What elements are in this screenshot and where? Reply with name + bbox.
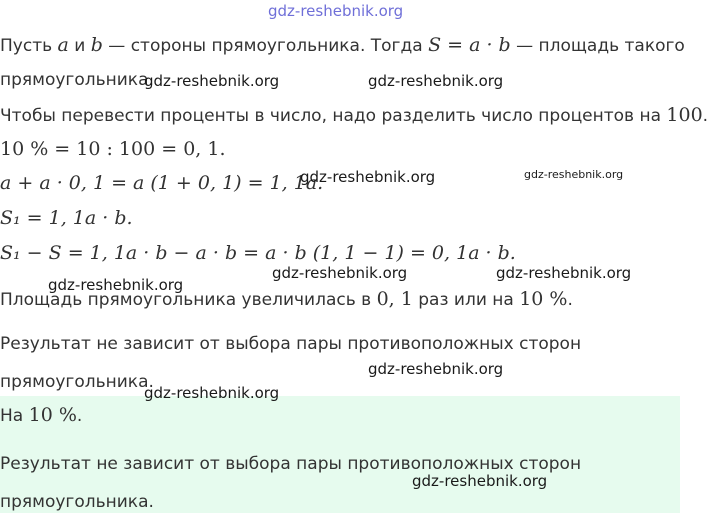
watermark: gdz-reshebnik.org (144, 384, 280, 402)
watermark-top: gdz-reshebnik.org (268, 2, 404, 20)
answer-line-3: прямоугольника. (0, 492, 154, 512)
math-100: 100 (666, 104, 703, 126)
text: Чтобы перевести проценты в число, надо разделить число процентов на (0, 106, 667, 126)
text: На (0, 406, 29, 426)
text: — стороны прямоугольника. Тогда (102, 36, 429, 56)
watermark: gdz-reshebnik.org (48, 276, 184, 294)
watermark: gdz-reshebnik.org (144, 72, 280, 90)
math-10-percent: 10 % (519, 288, 568, 310)
watermark: gdz-reshebnik.org (272, 264, 408, 282)
answer-line-2: Результат не зависит от выбора пары противоположных сторон (0, 454, 582, 474)
math-10-percent: 10 % (28, 404, 77, 426)
text: и (68, 36, 91, 56)
solution-line-3 (0, 104, 708, 126)
watermark: gdz-reshebnik.org (496, 264, 632, 282)
solution-line-9: Результат не зависит от выбора пары противоположных сторон (0, 334, 582, 354)
math-b: b (90, 34, 103, 56)
answer-line-1 (0, 404, 82, 426)
watermark: gdz-reshebnik.org (300, 168, 436, 186)
watermark: gdz-reshebnik.org (412, 472, 548, 490)
solution-line-4: 10 % = 10 : 100 = 0, 1. (0, 138, 226, 160)
text: . (702, 106, 708, 126)
text: — площадь такого (510, 36, 685, 56)
solution-line-10: прямоугольника. (0, 372, 154, 392)
solution-line-1 (0, 34, 685, 56)
answer-block (0, 396, 680, 513)
solution-line-5: a + a · 0, 1 = a (1 + 0, 1) = 1, 1a. (0, 172, 324, 194)
text: . (567, 290, 573, 310)
solution-line-7: S₁ − S = 1, 1a · b − a · b = a · b (1, 1 − 1) = 0, 1a · b. (0, 242, 516, 264)
text: раз или на (412, 290, 520, 310)
math-a: a (57, 34, 69, 56)
text: Площадь прямоугольника увеличилась в (0, 290, 377, 310)
text: . (76, 406, 83, 426)
text: Пусть (0, 36, 58, 56)
solution-line-6: S₁ = 1, 1a · b. (0, 207, 133, 229)
math-area-formula: S = a · b (428, 34, 511, 56)
watermark: gdz-reshebnik.org (368, 360, 504, 378)
watermark: gdz-reshebnik.org (368, 72, 504, 90)
math-0-1: 0, 1 (376, 288, 413, 310)
solution-line-2: прямоугольника. (0, 70, 154, 90)
watermark: gdz-reshebnik.org (524, 168, 624, 181)
